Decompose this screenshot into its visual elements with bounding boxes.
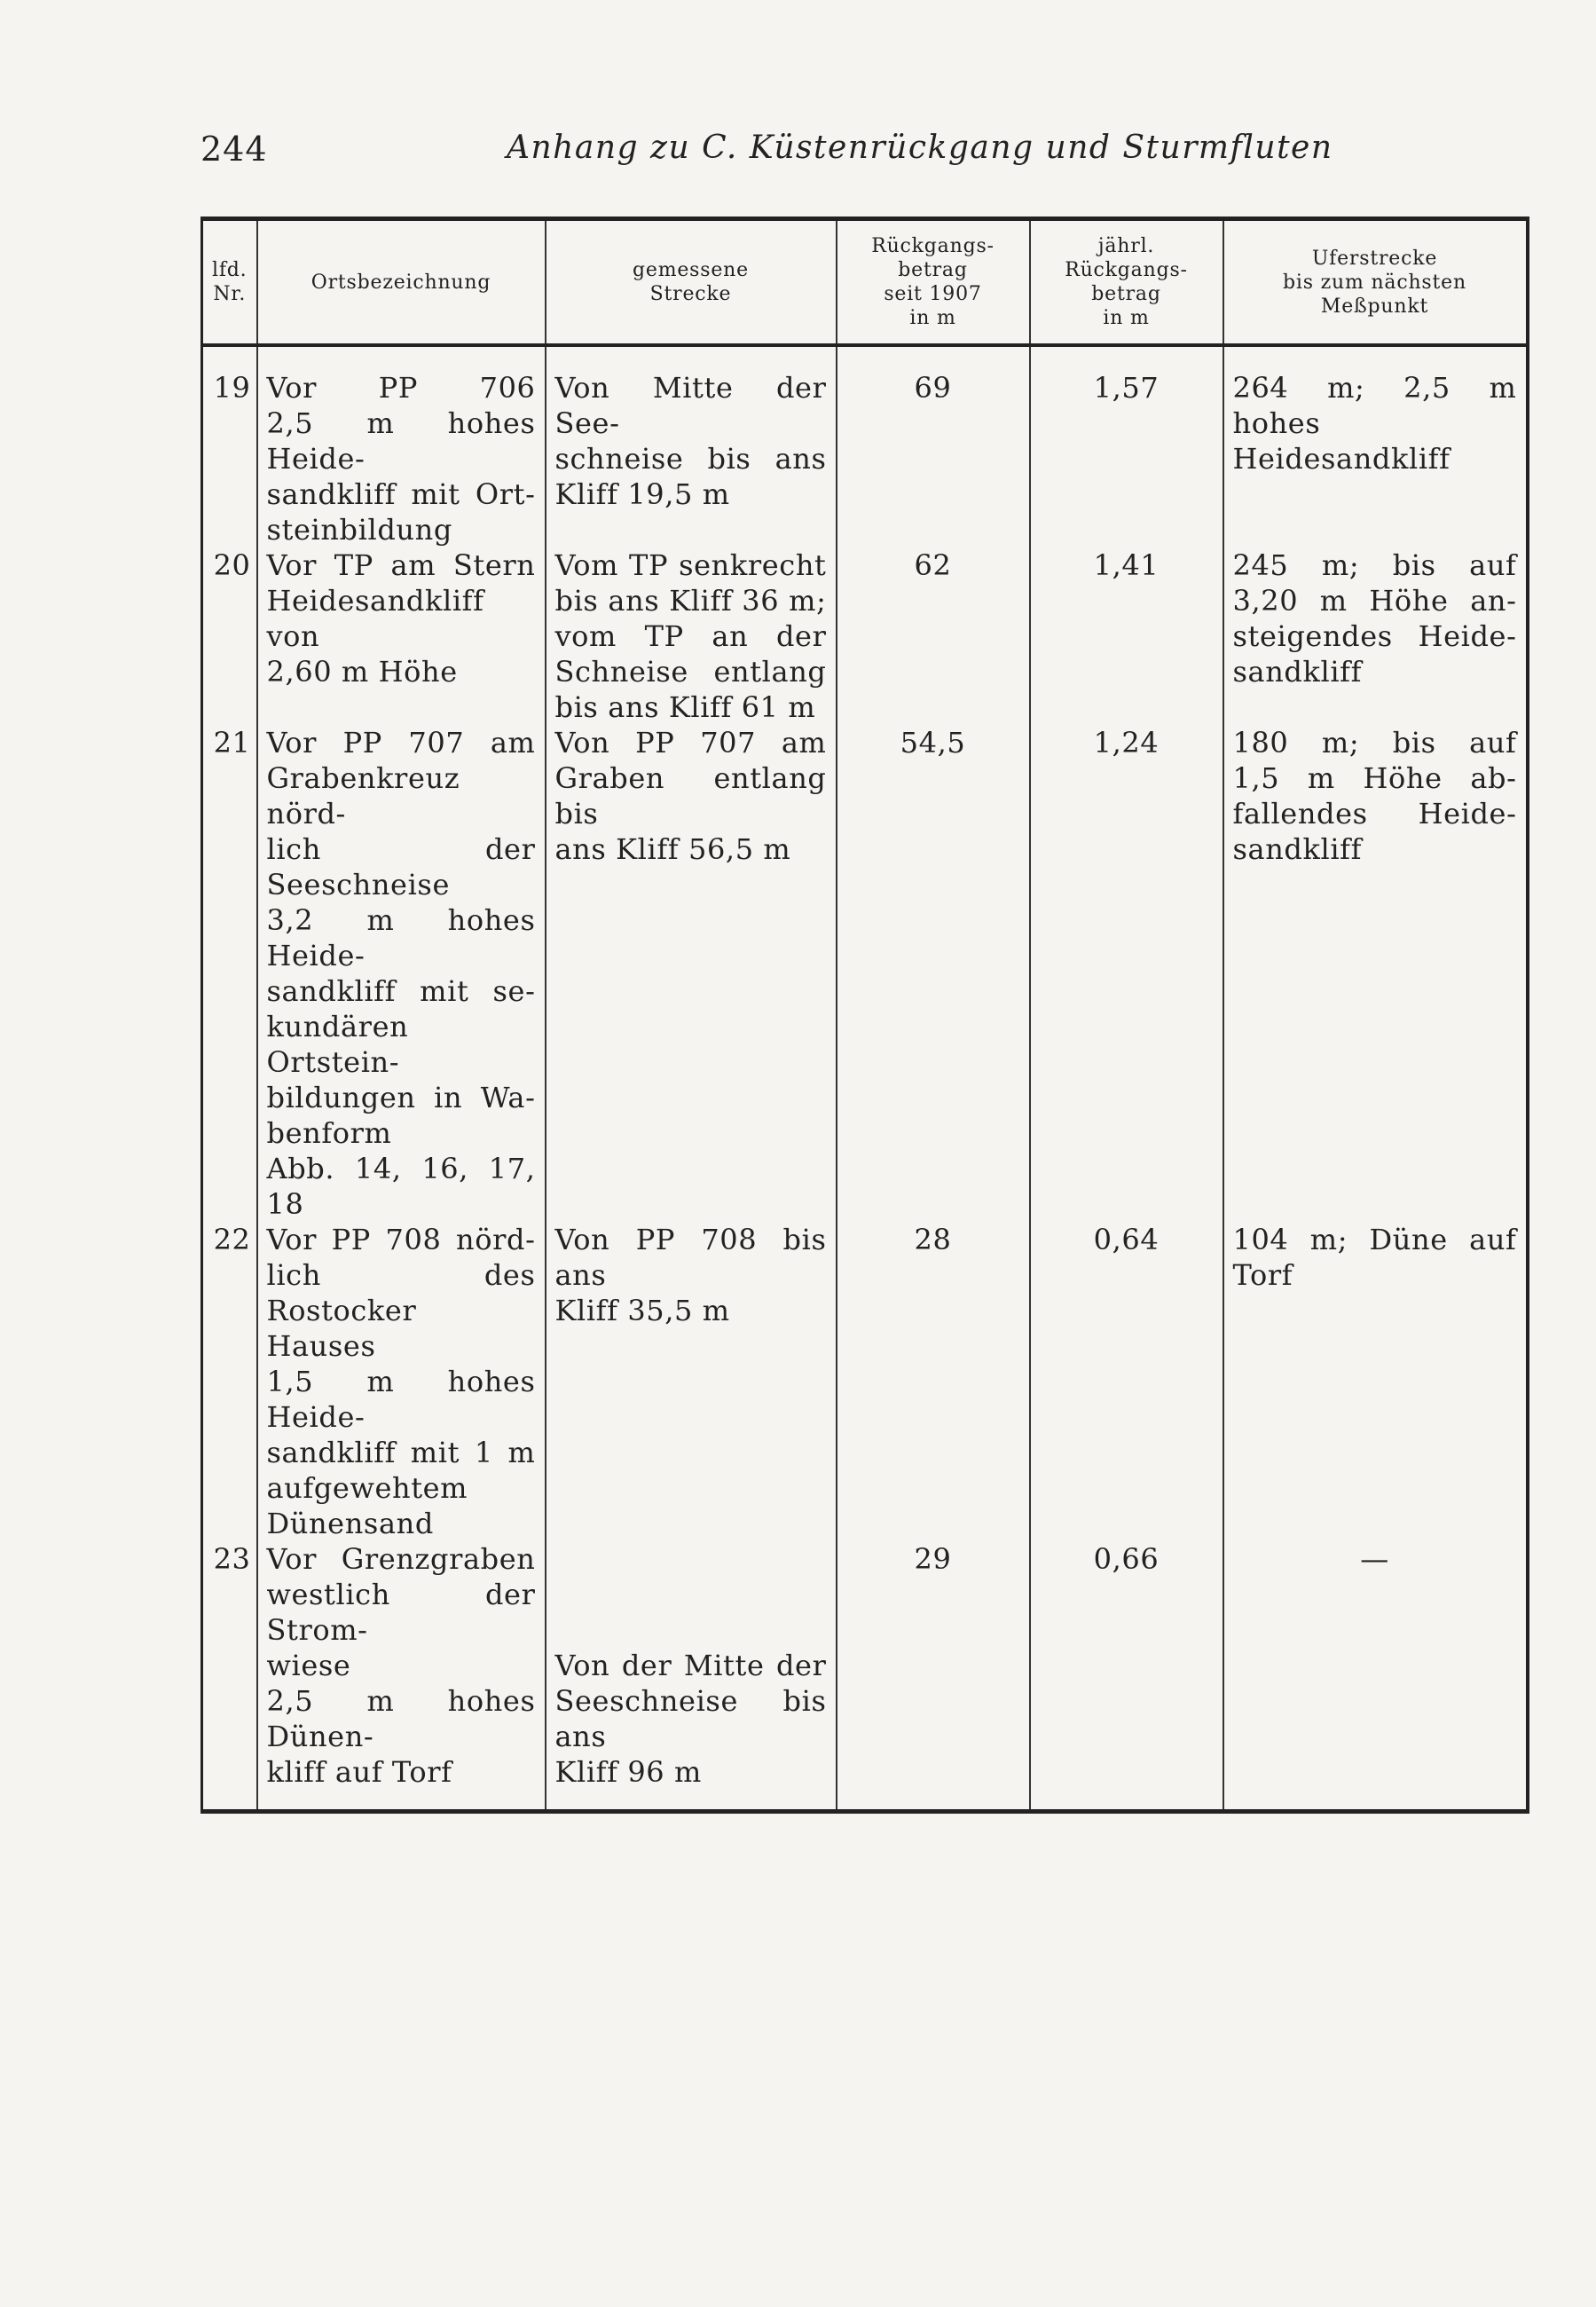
- cell-line: Vor TP am Stern: [266, 548, 536, 582]
- cell-line: Vor Grenzgraben: [266, 1542, 536, 1576]
- cell-line: Seeschneise bis ans: [554, 1684, 827, 1753]
- col-header-betrag: Rückgangs- betrag seit 1907 in m: [837, 219, 1030, 346]
- cell-line: lich der Seeschneise: [266, 832, 536, 902]
- cell-line: sandkliff: [1232, 832, 1363, 866]
- col-header-ort: Ortsbezeichnung: [257, 219, 546, 346]
- cell-line: vom TP an der: [554, 619, 827, 653]
- cell-gemessene-strecke: [546, 345, 837, 547]
- cell-line: Kliff 19,5 m: [554, 477, 730, 511]
- cell-line: 104 m; Düne auf: [1232, 1223, 1517, 1256]
- table-row: [202, 345, 1528, 547]
- cell-nr: 20: [202, 547, 257, 725]
- measurement-table-wrapper: [200, 217, 1526, 1814]
- cell-line: bis ans Kliff 61 m: [554, 690, 816, 724]
- cell-line: Abb. 14, 16, 17, 18: [266, 1152, 536, 1221]
- cell-rueckgangsbetrag: 54,5: [837, 725, 1030, 1222]
- page-number: 244: [200, 130, 268, 169]
- cell-uferstrecke: [1223, 1222, 1528, 1541]
- cell-line: 3,20 m Höhe an-: [1232, 584, 1517, 618]
- cell-gemessene-strecke: [546, 1222, 837, 1541]
- cell-line: westlich der Strom-: [266, 1578, 536, 1647]
- running-title: Anhang zu C. Küstenrückgang und Sturmfluten: [507, 130, 1333, 166]
- cell-line: Torf: [1232, 1258, 1293, 1292]
- cell-line: Von PP 707 am: [554, 726, 827, 760]
- cell-gemessene-strecke: [546, 547, 837, 725]
- cell-line: sandkliff: [1232, 655, 1363, 689]
- cell-line: bildungen in Wa-: [266, 1081, 536, 1114]
- cell-line: Heidesandkliff: [1232, 442, 1451, 476]
- cell-line: sandkliff mit 1 m: [266, 1436, 536, 1469]
- cell-line: [555, 1612, 827, 1648]
- table-row: [202, 725, 1528, 1222]
- cell-line: 245 m; bis auf: [1232, 548, 1517, 582]
- cell-line: Vor PP 706: [266, 371, 536, 405]
- cell-line: Von PP 708 bis ans: [554, 1223, 827, 1292]
- cell-line: Hauses: [266, 1329, 376, 1363]
- cell-line: 180 m; bis auf: [1232, 726, 1517, 760]
- cell-line: 1,5 m hohes Heide-: [266, 1365, 536, 1434]
- cell-nr: 22: [202, 1222, 257, 1541]
- cell-ortsbezeichnung: [257, 1541, 546, 1812]
- cell-ortsbezeichnung: [257, 725, 546, 1222]
- cell-line: Grabenkreuz nörd-: [266, 761, 460, 831]
- cell-jaehrl-rueckgang: 0,66: [1030, 1541, 1223, 1812]
- cell-line: sandkliff mit se-: [266, 974, 536, 1008]
- table-row: [202, 1541, 1528, 1812]
- table-header-row: [202, 219, 1528, 346]
- cell-uferstrecke: [1223, 725, 1528, 1222]
- cell-rueckgangsbetrag: 62: [837, 547, 1030, 725]
- table-row: [202, 1222, 1528, 1541]
- cell-line: Kliff 96 m: [554, 1755, 702, 1789]
- cell-rueckgangsbetrag: 69: [837, 345, 1030, 547]
- cell-jaehrl-rueckgang: 0,64: [1030, 1222, 1223, 1541]
- cell-line: Von der Mitte der: [554, 1649, 827, 1682]
- cell-jaehrl-rueckgang: 1,57: [1030, 345, 1223, 547]
- cell-jaehrl-rueckgang: 1,41: [1030, 547, 1223, 725]
- cell-uferstrecke: —: [1223, 1541, 1528, 1812]
- cell-rueckgangsbetrag: 29: [837, 1541, 1030, 1812]
- cell-gemessene-strecke: [546, 1541, 837, 1812]
- cell-line: Dünensand: [266, 1507, 434, 1540]
- cell-line: [555, 1541, 827, 1577]
- cell-line: Graben entlang bis: [554, 761, 827, 831]
- cell-line: Heidesandkliff von: [266, 584, 484, 653]
- cell-line: Vom TP senkrecht: [554, 548, 827, 582]
- table-row: [202, 547, 1528, 725]
- cell-line: aufgewehtem: [266, 1471, 468, 1505]
- cell-line: kundären Ortstein-: [266, 1010, 409, 1079]
- cell-ortsbezeichnung: [257, 1222, 546, 1541]
- running-header: [200, 130, 1531, 174]
- cell-jaehrl-rueckgang: 1,24: [1030, 725, 1223, 1222]
- cell-line: kliff auf Torf: [266, 1755, 452, 1789]
- cell-line: 2,5 m hohes Dünen-: [266, 1684, 536, 1753]
- cell-gemessene-strecke: [546, 725, 837, 1222]
- col-header-nr: lfd. Nr.: [202, 219, 257, 346]
- cell-ortsbezeichnung: [257, 547, 546, 725]
- cell-line: Vor PP 708 nörd-: [266, 1223, 536, 1256]
- cell-line: Schneise entlang: [554, 655, 827, 689]
- cell-line: steigendes Heide-: [1232, 619, 1517, 653]
- col-header-jaehrl: jährl. Rückgangs- betrag in m: [1030, 219, 1223, 346]
- measurement-table: [200, 217, 1529, 1814]
- cell-line: lich des Rostocker: [266, 1258, 536, 1327]
- cell-line: 3,2 m hohes Heide-: [266, 903, 536, 972]
- cell-line: benform: [266, 1116, 392, 1150]
- cell-line: schneise bis ans: [554, 442, 827, 476]
- cell-nr: 23: [202, 1541, 257, 1812]
- cell-uferstrecke: [1223, 345, 1528, 547]
- cell-line: wiese: [266, 1649, 351, 1682]
- cell-line: 2,60 m Höhe: [266, 655, 458, 689]
- cell-line: Kliff 35,5 m: [554, 1294, 730, 1327]
- col-header-ufer: Uferstrecke bis zum nächsten Meßpunkt: [1223, 219, 1528, 346]
- col-header-strecke: gemessene Strecke: [546, 219, 837, 346]
- table-body: [202, 345, 1528, 1812]
- cell-ortsbezeichnung: [257, 345, 546, 547]
- cell-line: 264 m; 2,5 m hohes: [1232, 371, 1517, 440]
- cell-nr: 21: [202, 725, 257, 1222]
- cell-line: ans Kliff 56,5 m: [554, 832, 791, 866]
- cell-rueckgangsbetrag: 28: [837, 1222, 1030, 1541]
- cell-line: Von Mitte der See-: [554, 371, 827, 440]
- cell-line: bis ans Kliff 36 m;: [554, 584, 827, 618]
- cell-nr: 19: [202, 345, 257, 547]
- cell-line: [555, 1577, 827, 1612]
- cell-line: 2,5 m hohes Heide-: [266, 406, 536, 476]
- cell-line: Vor PP 707 am: [266, 726, 536, 760]
- cell-uferstrecke: [1223, 547, 1528, 725]
- cell-line: sandkliff mit Ort-: [266, 477, 536, 511]
- cell-line: steinbildung: [266, 513, 452, 547]
- cell-line: fallendes Heide-: [1232, 797, 1517, 831]
- cell-line: 1,5 m Höhe ab-: [1232, 761, 1517, 795]
